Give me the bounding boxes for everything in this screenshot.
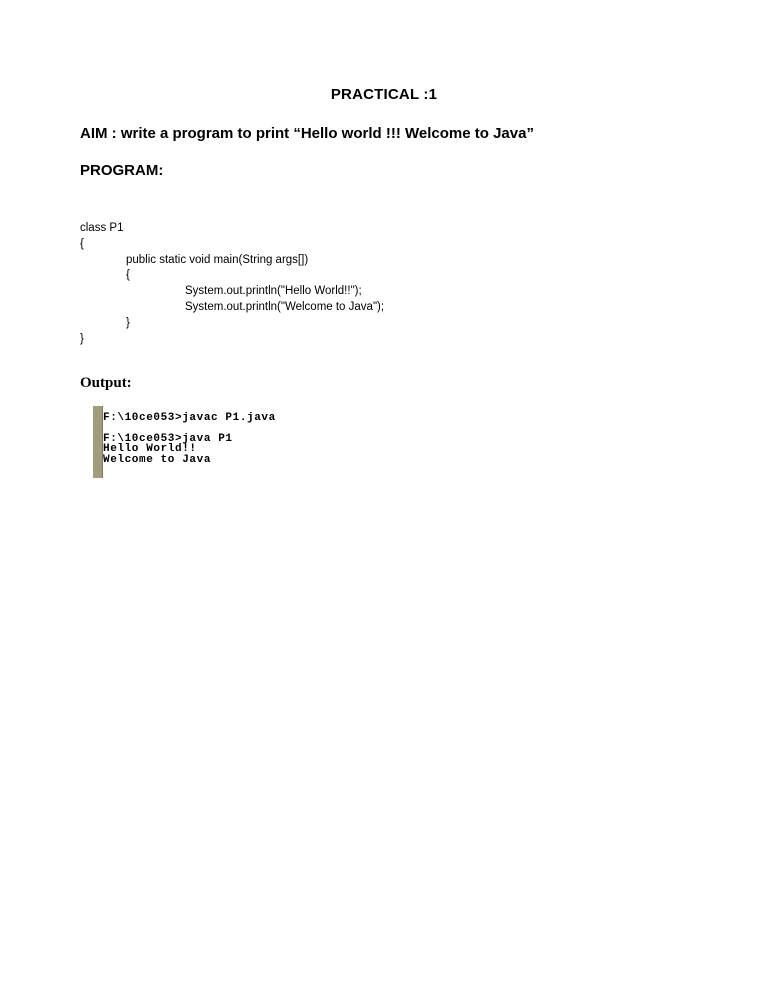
console-line-compile: F:\10ce053>javac P1.java	[103, 412, 276, 424]
program-heading: PROGRAM:	[80, 162, 164, 179]
console-screenshot	[93, 406, 305, 478]
console-blank-line	[103, 424, 276, 434]
output-heading: Output:	[80, 375, 132, 391]
code-line-main-open-brace: {	[126, 269, 130, 282]
code-line-main-signature: public static void main(String args[])	[126, 253, 309, 266]
console-line-run: F:\10ce053>java P1	[103, 432, 233, 445]
console-output	[103, 413, 276, 465]
console-line-welcome: Welcome to Java	[103, 453, 212, 466]
code-line-println-hello: System.out.println("Hello World!!");	[185, 285, 362, 298]
code-line-main-close-brace: }	[126, 316, 130, 329]
code-block	[80, 221, 384, 347]
console-line-hello: Hello World!!	[103, 443, 197, 455]
console-scrollbar-edge	[93, 406, 103, 478]
code-line-open-brace: {	[80, 237, 84, 250]
practical-title: PRACTICAL :1	[330, 86, 438, 103]
code-line-println-welcome: System.out.println("Welcome to Java");	[185, 300, 385, 313]
code-line-close-brace: }	[80, 332, 84, 345]
aim-statement: AIM : write a program to print “Hello world !!! Welcome to Java”	[80, 125, 534, 142]
code-line-class: class P1	[80, 222, 124, 234]
